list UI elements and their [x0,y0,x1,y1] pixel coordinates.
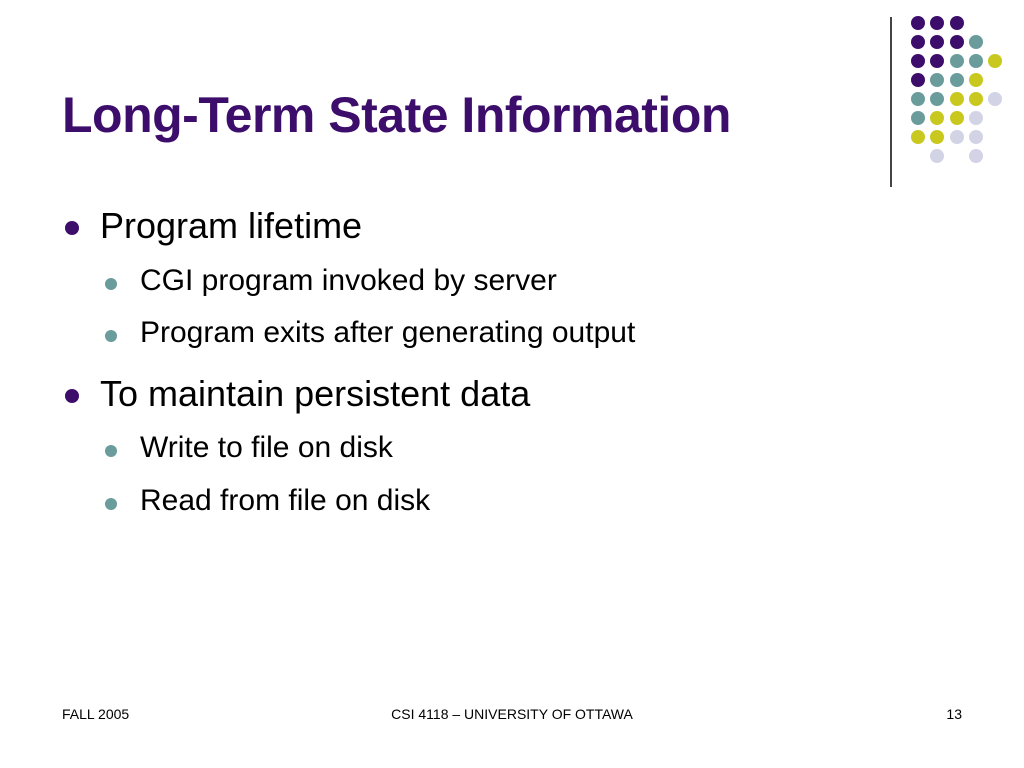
dot [950,73,964,87]
dot [969,130,983,144]
dot [950,92,964,106]
dot [988,92,1002,106]
sub-bullet-item: CGI program invoked by server [140,264,557,297]
dot [969,54,983,68]
dot [950,35,964,49]
sub-bullet-marker [105,445,117,457]
dot [969,73,983,87]
bullet-marker [65,389,79,403]
footer-center: CSI 4118 – UNIVERSITY OF OTTAWA [391,706,633,722]
dot [950,16,964,30]
sub-bullet-marker [105,330,117,342]
dot [911,16,925,30]
dot [930,149,944,163]
slide-title: Long-Term State Information [62,87,731,143]
bullet-marker [65,221,79,235]
dot [930,35,944,49]
dot [930,54,944,68]
dot [911,54,925,68]
dot [969,149,983,163]
sub-bullet-item: Program exits after generating output [140,316,636,349]
dot [988,54,1002,68]
footer-left: FALL 2005 [62,706,130,722]
dot [950,111,964,125]
sub-bullet-item: Write to file on disk [140,431,393,464]
sub-bullet-item: Read from file on disk [140,484,431,517]
decorative-dot-grid [0,0,1024,200]
dot [950,54,964,68]
dot [911,35,925,49]
dot [969,92,983,106]
dot [911,73,925,87]
dot [911,111,925,125]
sub-bullet-marker [105,498,117,510]
dot [930,73,944,87]
dot [969,111,983,125]
sub-bullet-marker [105,278,117,290]
dot [930,130,944,144]
dot [930,16,944,30]
dot [911,130,925,144]
dot [911,92,925,106]
dot [969,35,983,49]
dot [950,130,964,144]
dot [930,92,944,106]
dot [930,111,944,125]
bullet-item: To maintain persistent data [100,373,531,414]
footer-page-number: 13 [946,706,962,722]
bullet-item: Program lifetime [100,205,363,246]
